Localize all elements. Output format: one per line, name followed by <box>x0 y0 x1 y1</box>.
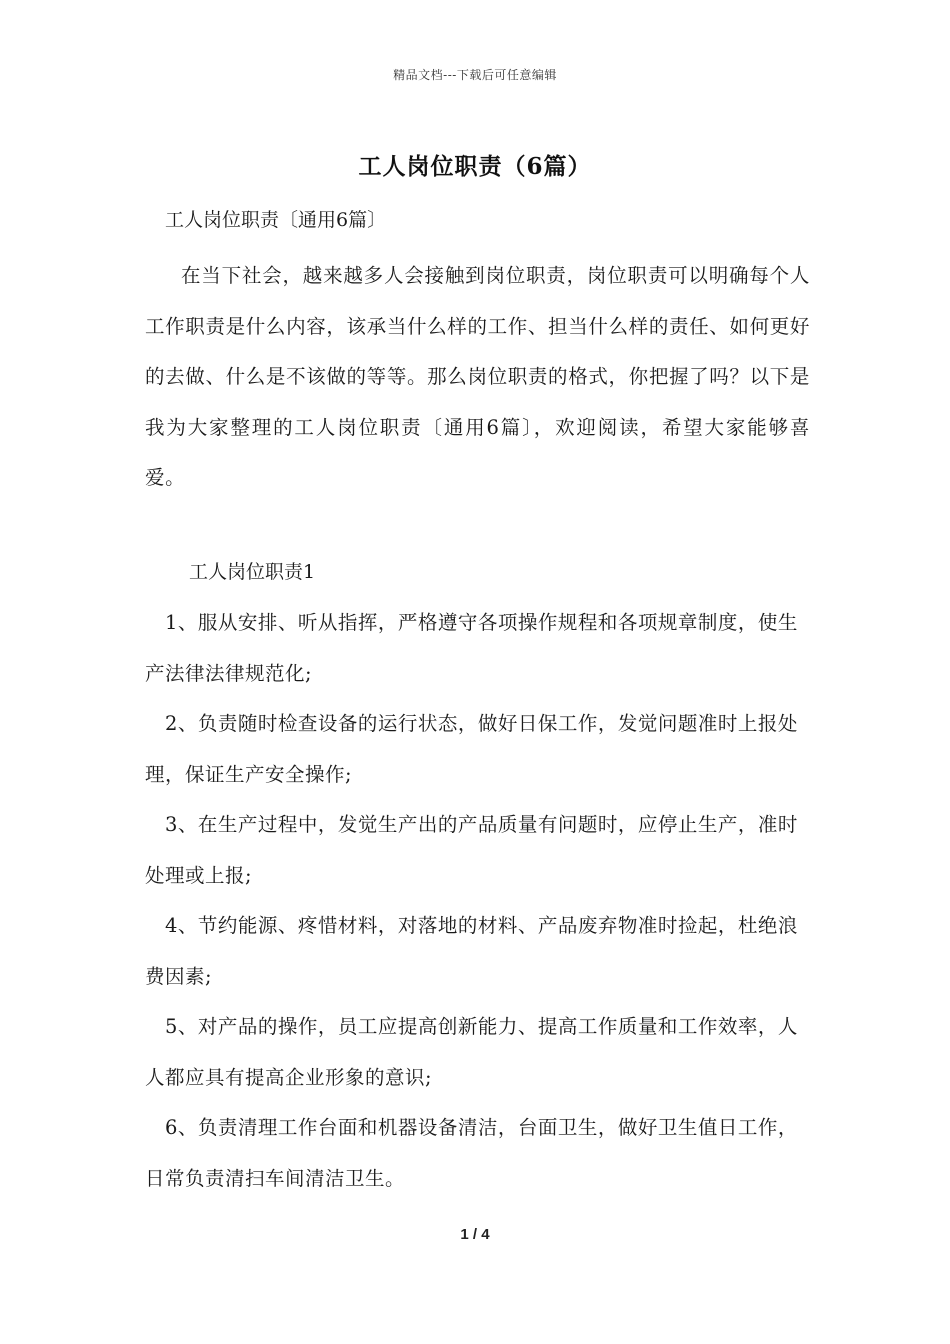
header-note: 精品文档---下载后可任意编辑 <box>393 68 557 82</box>
duty-item-4: 4、节约能源、疼惜材料，对落地的材料、产品废弃物准时捡起，杜绝浪费因素; <box>145 914 798 988</box>
duty-item-3: 3、在生产过程中，发觉生产出的产品质量有问题时，应停止生产，准时处理或上报; <box>145 813 798 887</box>
intro-paragraph: 在当下社会，越来越多人会接触到岗位职责，岗位职责可以明确每个人工作职责是什么内容，该承当什么样的工作、担当什么样的责任、如何更好的去做、什么是不该做的等等。那么岗位职责的格式，你把握了吗？以下是我为大家整理的工人岗位职责〔通用6篇〕，欢迎阅读，希望大家能够喜爱。 <box>145 264 810 489</box>
document-title: 工人岗位职责（6篇） <box>358 153 592 180</box>
page-number: 1 / 4 <box>460 1226 490 1243</box>
duty-item-2: 2、负责随时检查设备的运行状态，做好日保工作，发觉问题准时上报处理，保证生产安全操作; <box>145 712 798 786</box>
duty-item-1: 1、服从安排、听从指挥，严格遵守各项操作规程和各项规章制度，使生产法律法律规范化; <box>145 611 798 685</box>
document-subtitle: 工人岗位职责〔通用6篇〕 <box>165 209 387 231</box>
duty-list <box>145 598 810 1204</box>
duty-item-6: 6、负责清理工作台面和机器设备清洁，台面卫生，做好卫生值日工作，日常负责清扫车间清洁卫生。 <box>145 1116 798 1190</box>
section-heading: 工人岗位职责1 <box>189 561 316 583</box>
duty-item-5: 5、对产品的操作，员工应提高创新能力、提高工作质量和工作效率，人人都应具有提高企业形象的意识; <box>145 1015 798 1089</box>
